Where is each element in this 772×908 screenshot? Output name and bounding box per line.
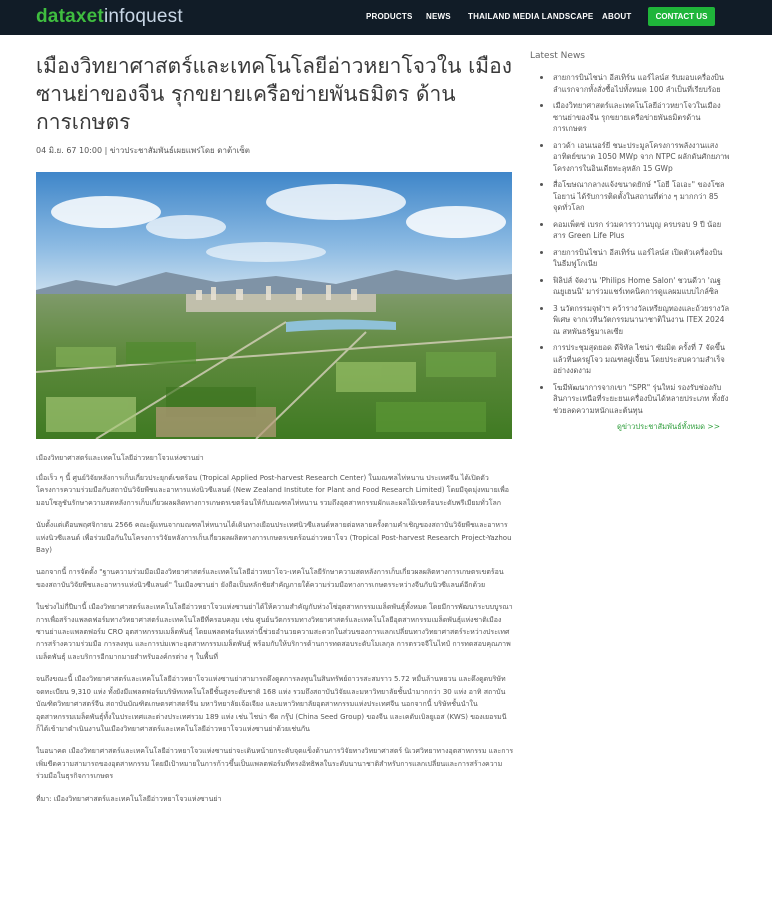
article	[36, 52, 514, 803]
bullet-icon	[540, 223, 543, 226]
logo-sub: infoquest	[103, 6, 183, 27]
nav-products[interactable]: PRODUCTS	[366, 12, 413, 21]
logo-brand: dataxet	[36, 6, 104, 27]
news-item[interactable]	[540, 342, 730, 377]
news-item[interactable]	[540, 382, 730, 417]
news-item-text: สื่อโฆษณากลางแจ้งขนาดยักษ์ "โอยี โอเอะ" ของโซล โอยาน่ ได้รับการติดตั้งในสถานที่ต่าง ๆ มากกว่า 85 จุดทั่วโลก	[553, 180, 725, 212]
nav-news[interactable]: NEWS	[426, 12, 451, 21]
news-item[interactable]	[540, 140, 730, 175]
top-navigation-bar	[0, 0, 772, 35]
news-item-text: เมืองวิทยาศาสตร์และเทคโนโลยีอ่าวหยาโจวในเมืองซานย่าของจีน รุกขยายเครือข่ายพันธมิตรด้านการเกษตร	[553, 101, 721, 133]
bullet-icon	[540, 144, 543, 147]
news-item-text: ฟิลิปส์ จัดงาน 'Philips Home Salon' ชวนดีวา 'ณฐ ณยูเฮนนิ' มาร่วมแชร์เทคนิคการดูแลผมแบบไกล์ซิล	[553, 275, 721, 296]
news-item-text: โฆมีพัฒนาการจากเขา "SPR" รุ่นใหม่ รองรับช่องกับสินการะเหนือที่ระยะยนเครื่องบินได้หลายประเภท ทั้งยังช่วยลดความหนักและต้นทุน	[553, 382, 729, 415]
view-all-press-releases-link[interactable]: ดูข่าวประชาสัมพันธ์ทั้งหมด >>	[616, 422, 720, 431]
bullet-icon	[540, 346, 543, 349]
bullet-icon	[540, 386, 543, 389]
news-item[interactable]	[540, 100, 730, 135]
bullet-icon	[540, 279, 543, 282]
news-item[interactable]	[540, 303, 730, 338]
bullet-icon	[540, 104, 543, 107]
contact-us-button[interactable]: CONTACT US	[648, 7, 715, 26]
news-item-text: 3 นวัตกรรมจุฬาฯ คว้ารางวัลเหรียญทองและถ้วยรางวัลพิเศษ จากเวทีนวัตกรรมนานาชาติในงาน ITEX 2024 ณ สหพันธรัฐมาเลเซีย	[553, 303, 730, 336]
article-title: เมืองวิทยาศาสตร์และเทคโนโลยีอ่าวหยาโจวใน เมืองซานย่าของจีน รุกขยายเครือข่ายพันธมิตร ด้านการเกษตร	[36, 54, 512, 134]
news-item[interactable]	[540, 275, 730, 298]
article-paragraph: นอกจากนี้ การจัดตั้ง "ฐานความร่วมมือเมืองวิทยาศาสตร์และเทคโนโลยีอ่าวหยาโจว-เทคโนโลยีรักษาความสดหลังการเก็บเกี่ยวผลผลิตทางการเกษตรเขตร้อนของสถาบันวิจัยพืชและอาหารแห่งนิวซีแลนด์" ในเมืองซานย่า ยังถือเป็นหลักชัยสำคัญภายใต้ความร่วมมือทางการเกษตรระหว่างจีนกับนิวซีแลนด์อีกด้วย	[36, 568, 504, 589]
article-paragraph: ในอนาคต เมืองวิทยาศาสตร์และเทคโนโลยีอ่าวหยาโจวแห่งซานย่าจะเดินหน้ายกระดับจุดแข็งด้านการวิจัยทางวิทยาศาสตร์ นิเวศวิทยาทางอุตสาหกรรม และการเพิ่มขีดความสามารถของอุตสาหกรรม โดยมีเป้าหมายในการก้าวขึ้นเป็นแพลตฟอร์มที่ทรงอิทธิพลในระดับนานาชาติสำหรับการแลกเปลี่ยนและการสร้างความร่วมมือในธุรกิจการเกษตร	[36, 747, 514, 781]
news-item-text: สายการบินไชน่า อีสเทิร์น แอร์ไลน์ส เปิดตัวเครื่องบินในธีมฟูโกเนีย	[553, 247, 723, 268]
aerial-farmland-illustration	[36, 172, 512, 439]
news-item[interactable]	[540, 219, 730, 242]
article-hero-image	[36, 172, 512, 439]
article-paragraph: นับตั้งแต่เดือนพฤศจิกายน 2566 คณะผู้แทนจากมณฑลไห่หนานได้เดินทางเยือนประเทศนิวซีแลนด์หลายต่อหลายครั้งตามคำเชิญของสถาบันวิจัยพืชและอาหารแห่งนิวซีแลนด์ เพื่อร่วมมือกันในโครงการวิจัยหลังการเก็บเกี่ยวผลผลิตทางการเกษตรเขตร้อนอ่าวหยาโจว (Tropical Post-harvest Research Project-Yazhou Bay)	[36, 521, 512, 555]
site-logo[interactable]	[36, 6, 183, 28]
news-item-text: สายการบินไชน่า อีสเทิร์น แอร์ไลน์ส รับมอบเครื่องบินลำแรกจากทั้งสั่งซื้อไปทั้งหมด 100 ลำเป็นที่เรียบร้อย	[553, 73, 725, 94]
bullet-icon	[540, 76, 543, 79]
bullet-icon	[540, 183, 543, 186]
news-item-text: การประชุมสุดยอด ดีจิทัล ไชน่า ซัมมิต ครั้งที่ 7 จัดขึ้นแล้วที่นครฝูโจว มณฑลฝูเจี้ยน โดยประสบความสำเร็จอย่างงดงาม	[553, 343, 725, 375]
bullet-icon	[540, 307, 543, 310]
bullet-icon	[540, 251, 543, 254]
news-item-text: อาวด้า เอนเนอร์ยี ชนะประมูลโครงการพลังงานแสงอาทิตย์ขนาด 1050 MWp จาก NTPC ผลักดันศักยภาพโครงการในอินเดียทะลุหลัก 15 GWp	[553, 140, 730, 173]
news-item[interactable]	[540, 247, 730, 270]
article-paragraph: จนถึงขณะนี้ เมืองวิทยาศาสตร์และเทคโนโลยีอ่าวหยาโจวแห่งซานย่าสามารถดึงดูดการลงทุนในสินทรัพย์ถาวรสะสมราว 5.72 หมื่นล้านหยวน และดึงดูดบริษัทจดทะเบียน 9,310 แห่ง ทั้งยังมีแพลตฟอร์มบริษัทเทคโนโลยีชั้นสูงระดับชาติ 168 แห่ง รวมถึงสถาบันวิจัยและมหาวิทยาลัยชั้นนำมากกว่า 30 แห่ง อาทิ สถาบันบัณฑิตวิทยาศาสตร์จีน สถาบันบัณฑิตเกษตรศาสตร์จีน มหาวิทยาลัยเจ้อเจียง และมหาวิทยาลัยอุตสาหกรรมแห่งประเทศจีน นอกจากนี้ บริษัทชั้นนำในอุตสาหกรรมเมล็ดพันธุ์ทั้งในประเทศและต่างประเทศรวม 189 แห่ง เช่น ไชน่า ซีด กรุ๊ป (China Seed Group) ของจีน และเคดับเบิลยูเอส (KWS) ของเยอรมนี ก็ได้เข้ามาดำเนินงานในเมืองวิทยาศาสตร์และเทคโนโลยีอ่าวหยาโจวแห่งซานย่าด้วยเช่นกัน	[36, 675, 507, 733]
sidebar-title: Latest News	[530, 51, 585, 61]
nav-about[interactable]: ABOUT	[602, 12, 632, 21]
article-meta: 04 มิ.ย. 67 10:00 | ข่าวประชาสัมพันธ์เผยแพร่โดย ดาต้าเซ็ต	[36, 146, 250, 155]
latest-news-sidebar	[530, 50, 730, 433]
nav-thailand-media-landscape[interactable]: THAILAND MEDIA LANDSCAPE	[468, 12, 594, 21]
article-source: ที่มา: เมืองวิทยาศาสตร์และเทคโนโลยีอ่าวหยาโจวแห่งซานย่า	[36, 794, 222, 803]
news-item[interactable]	[540, 179, 730, 214]
article-paragraph: เมื่อเร็ว ๆ นี้ ศูนย์วิจัยหลังการเก็บเกี่ยวประยุกต์เขตร้อน (Tropical Applied Post-harvest Research Center) ในมณฑลไห่หนาน ประเทศจีน ได้เปิดตัวโครงการความร่วมมือกับสถาบันวิจัยพืชและอาหารแห่งนิวซีแลนด์ (New Zealand Institute for Plant and Food Research Limited) โดยมีจุดมุ่งหมายเพื่อมอบโซลูชันรักษาความสดหลังการเก็บเกี่ยวผลผลิตทางการเกษตรเขตร้อนให้กับมณฑลไห่หนาน รวมถึงอุตสาหกรรมผักและผลไม้เขตร้อนระดับพรีเมียมทั่วโลก	[36, 474, 509, 507]
news-item[interactable]	[540, 72, 730, 95]
news-item-text: คอมเพ็ตช่ เบรก ร่วมคาราวานบุญ ครบรอบ 9 ปี น้อยสาร Green Life Plus	[553, 219, 722, 240]
image-caption: เมืองวิทยาศาสตร์และเทคโนโลยีอ่าวหยาโจวแห่งซานย่า	[36, 454, 204, 462]
article-paragraph: ในช่วงไม่กี่ปีมานี้ เมืองวิทยาศาสตร์และเทคโนโลยีอ่าวหยาโจวแห่งซานย่าได้ให้ความสำคัญกับห่วงโซ่อุตสาหกรรมเมล็ดพันธุ์ทั้งหมด โดยมีการพัฒนาระบบบูรณาการเพื่อสร้างแพลตฟอร์มทางวิทยาศาสตร์และเทคโนโลยีที่ครอบคลุม เช่น ศูนย์นวัตกรรมทางวิทยาศาสตร์และเทคโนโลยีอุตสาหกรรมเมล็ดพันธุ์แห่งชาติเมืองซานย่าและแพลตฟอร์ม CRO อุตสาหกรรมเมล็ดพันธุ์ โดยแพลตฟอร์มเหล่านี้ช่วยอำนวยความสะดวกในส่วนของการแลกเปลี่ยนทางวิทยาศาสตร์ระหว่างประเทศ การสร้างความร่วมมือ การลงทุน และการบ่มเพาะอุตสาหกรรมเมล็ดพันธุ์ พร้อมกับให้บริการด้านการทดสอบระดับโมเลกุล การตรวจจีโนไทป์ การทดสอบคุณภาพเมล็ดพันธุ์ และบริการอีกมากมายสำหรับองค์กรต่าง ๆ ในพื้นที่	[36, 603, 513, 661]
article-body	[36, 472, 514, 805]
latest-news-list	[530, 72, 730, 416]
